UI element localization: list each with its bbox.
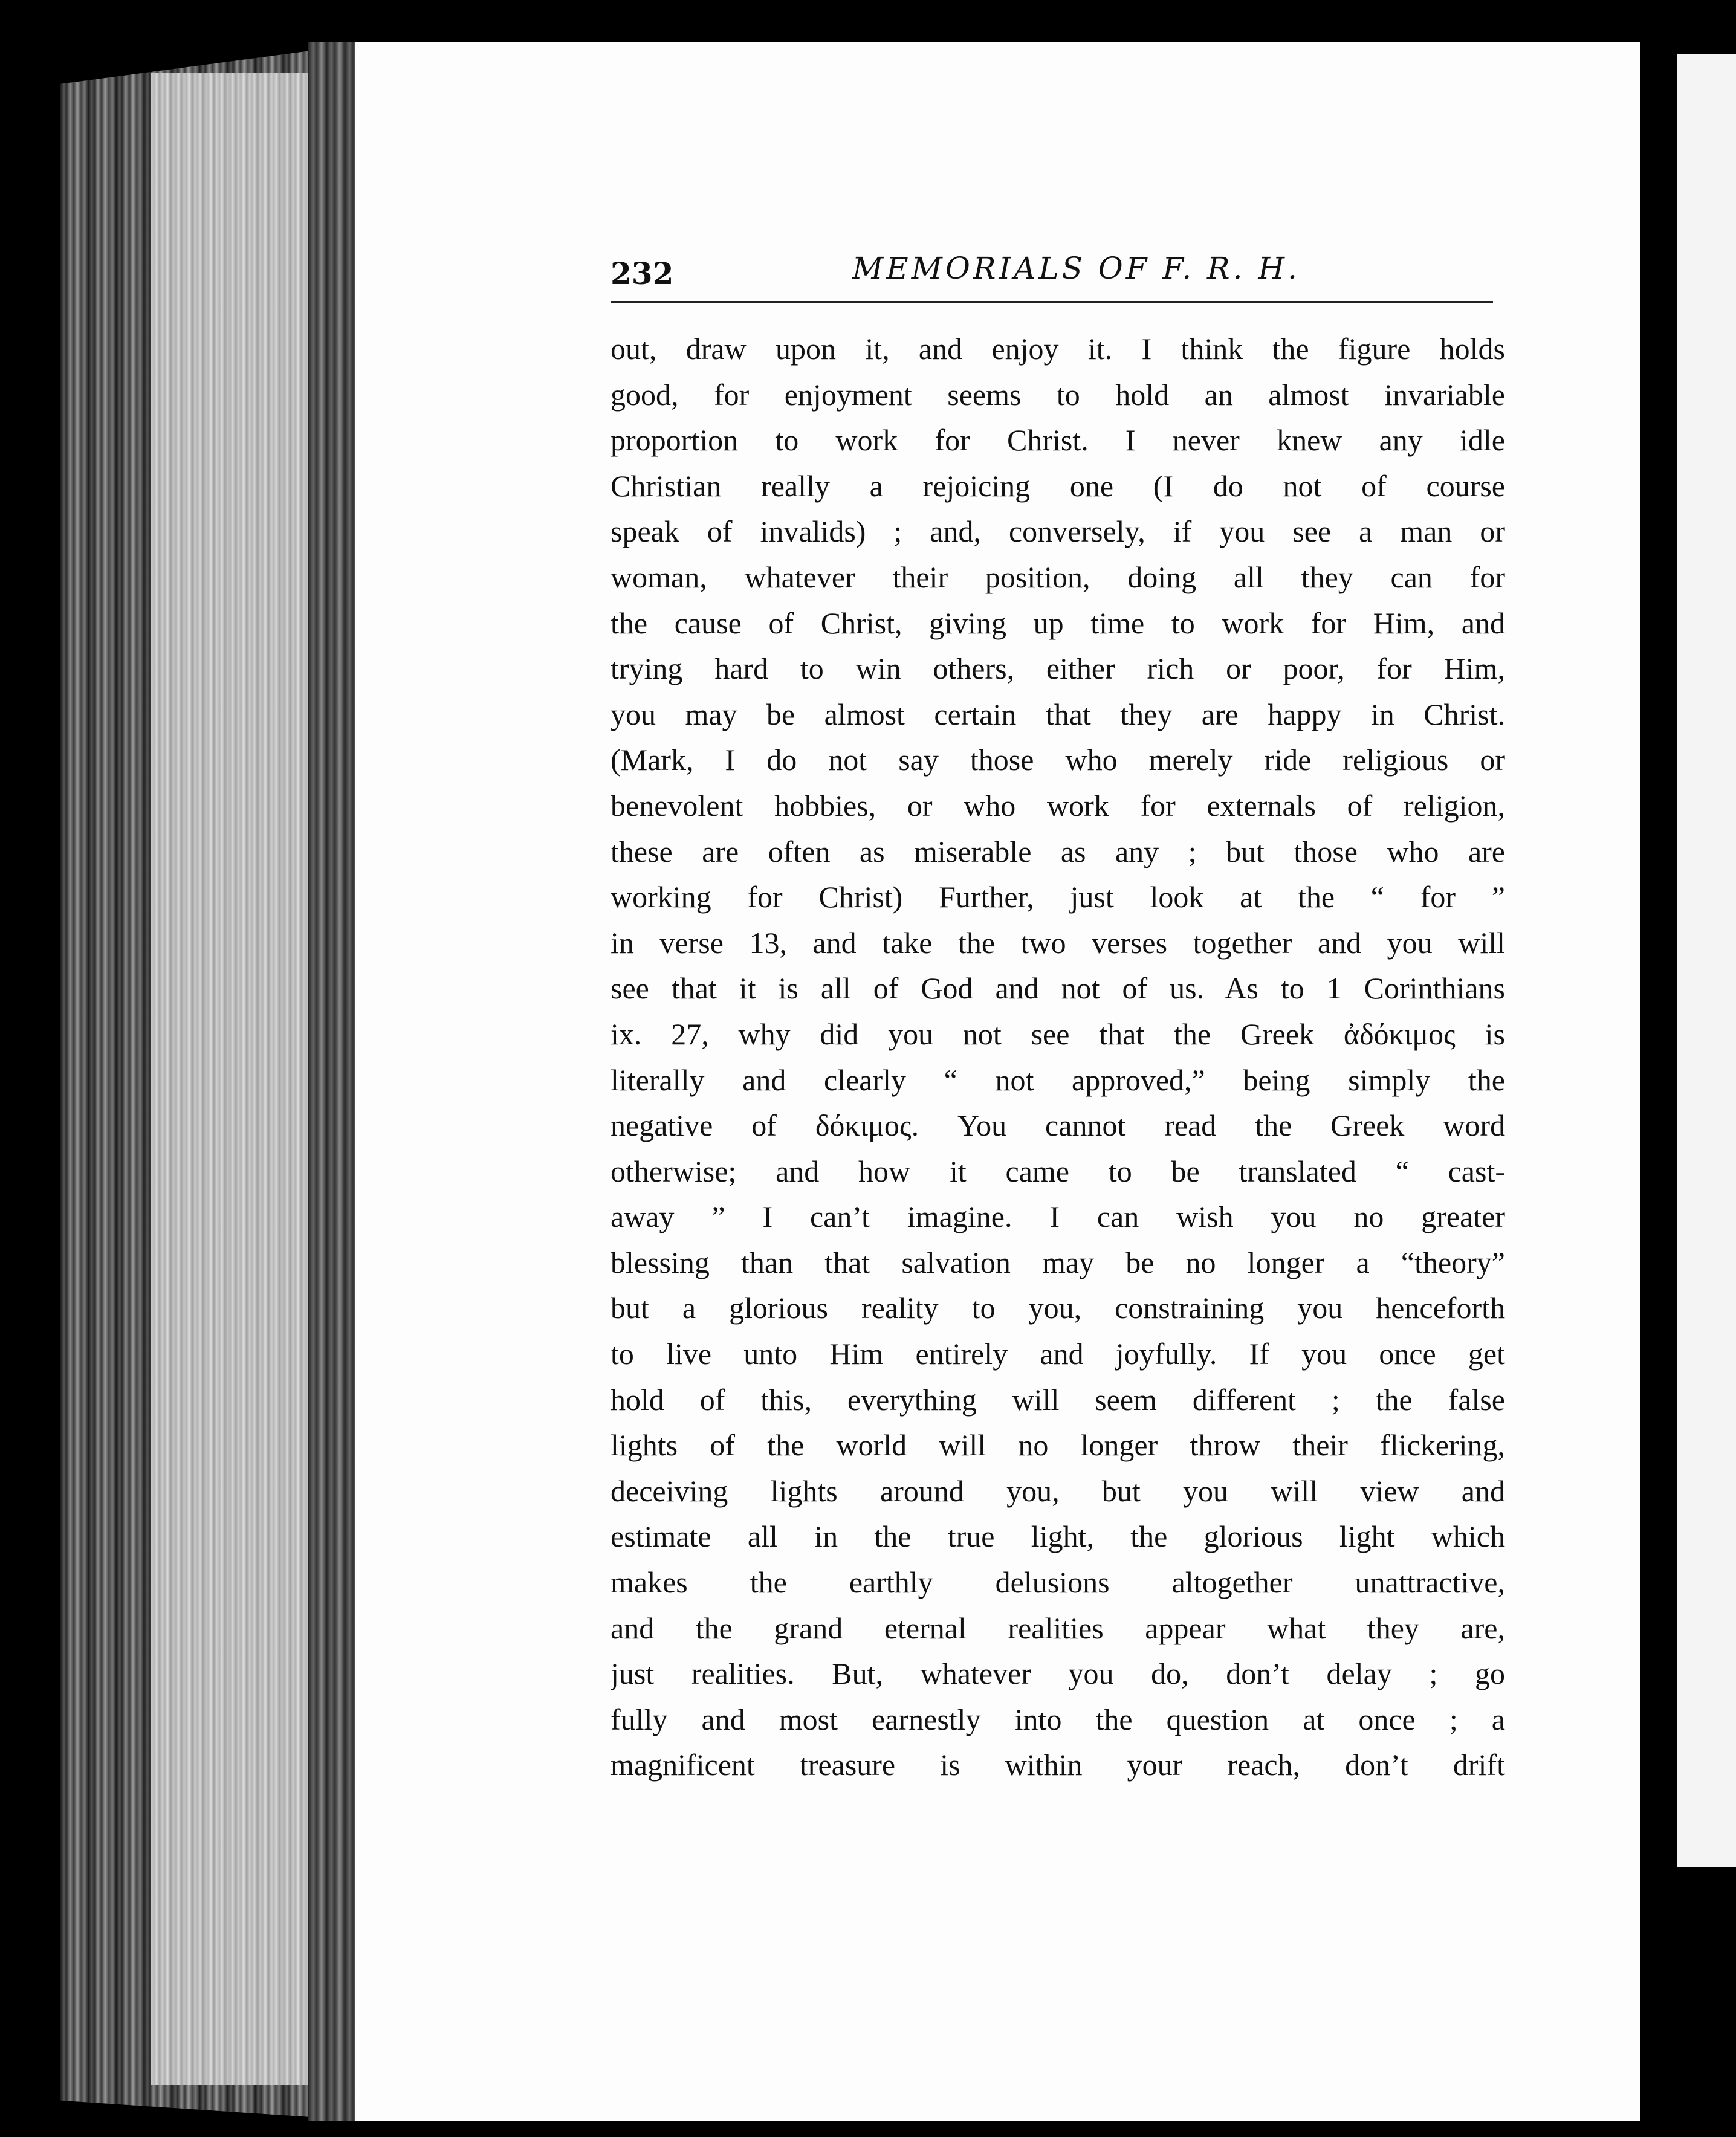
text-line: trying hard to win others, either rich or poor, for Him, (611, 651, 1505, 686)
text-line: negative of δόκιμος. You cannot read the Greek word (611, 1108, 1505, 1143)
running-head (611, 245, 1493, 293)
page-number: 232 (611, 256, 674, 291)
text-line: but a glorious reality to you, constraining you henceforth (611, 1291, 1505, 1325)
page-edges-light (151, 73, 308, 2085)
text-line: makes the earthly delusions altogether unattractive, (611, 1565, 1505, 1600)
text-line: magnificent treasure is within your reach, don’t drift (611, 1748, 1505, 1782)
header-rule (611, 301, 1493, 303)
text-line: hold of this, everything will seem different ; the false (611, 1382, 1505, 1417)
text-line: otherwise; and how it came to be translated “ cast- (611, 1154, 1505, 1188)
body-text (611, 326, 1505, 1788)
text-line: fully and most earnestly into the question at once ; a (611, 1702, 1505, 1736)
text-line: the cause of Christ, giving up time to work for Him, and (611, 606, 1505, 640)
gutter-shadow (1641, 0, 1677, 2137)
text-line: estimate all in the true light, the glorious light which (611, 1519, 1505, 1554)
text-line: literally and clearly “ not approved,” being simply the (611, 1062, 1505, 1097)
text-line: away ” I can’t imagine. I can wish you no greater (611, 1200, 1505, 1234)
text-line: deceiving lights around you, but you will view and (611, 1473, 1505, 1508)
text-line: good, for enjoyment seems to hold an almost invariable (611, 377, 1505, 412)
text-line: speak of invalids) ; and, conversely, if you see a man or (611, 514, 1505, 549)
text-line: in verse 13, and take the two verses together and you will (611, 925, 1505, 960)
text-line: benevolent hobbies, or who work for externals of religion, (611, 788, 1505, 823)
text-line: just realities. But, whatever you do, don’t delay ; go (611, 1657, 1505, 1691)
text-line: and the grand eternal realities appear what they are, (611, 1611, 1505, 1645)
text-line: ix. 27, why did you not see that the Greek ἀδόκιμος is (611, 1017, 1505, 1051)
text-line: see that it is all of God and not of us. As to 1 Corinthians (611, 971, 1505, 1006)
facing-page-edge (1677, 54, 1736, 1867)
text-line: these are often as miserable as any ; but those who are (611, 834, 1505, 868)
text-line: proportion to work for Christ. I never knew any idle (611, 423, 1505, 457)
running-head-title: MEMORIALS OF F. R. H. (852, 251, 1300, 286)
text-line: (Mark, I do not say those who merely ride religious or (611, 743, 1505, 777)
page-edges-dark (308, 42, 363, 2121)
text-line: woman, whatever their position, doing all they can for (611, 560, 1505, 594)
text-line: blessing than that salvation may be no longer a “theory” (611, 1245, 1505, 1279)
text-line: Christian really a rejoicing one (I do not of course (611, 468, 1505, 503)
text-line: working for Christ) Further, just look at the “ for ” (611, 880, 1505, 914)
text-line: out, draw upon it, and enjoy it. I think the figure holds (611, 332, 1505, 366)
text-line: to live unto Him entirely and joyfully. If you once get (611, 1337, 1505, 1371)
text-line: you may be almost certain that they are happy in Christ. (611, 697, 1505, 731)
text-line: lights of the world will no longer throw their flickering, (611, 1428, 1505, 1463)
